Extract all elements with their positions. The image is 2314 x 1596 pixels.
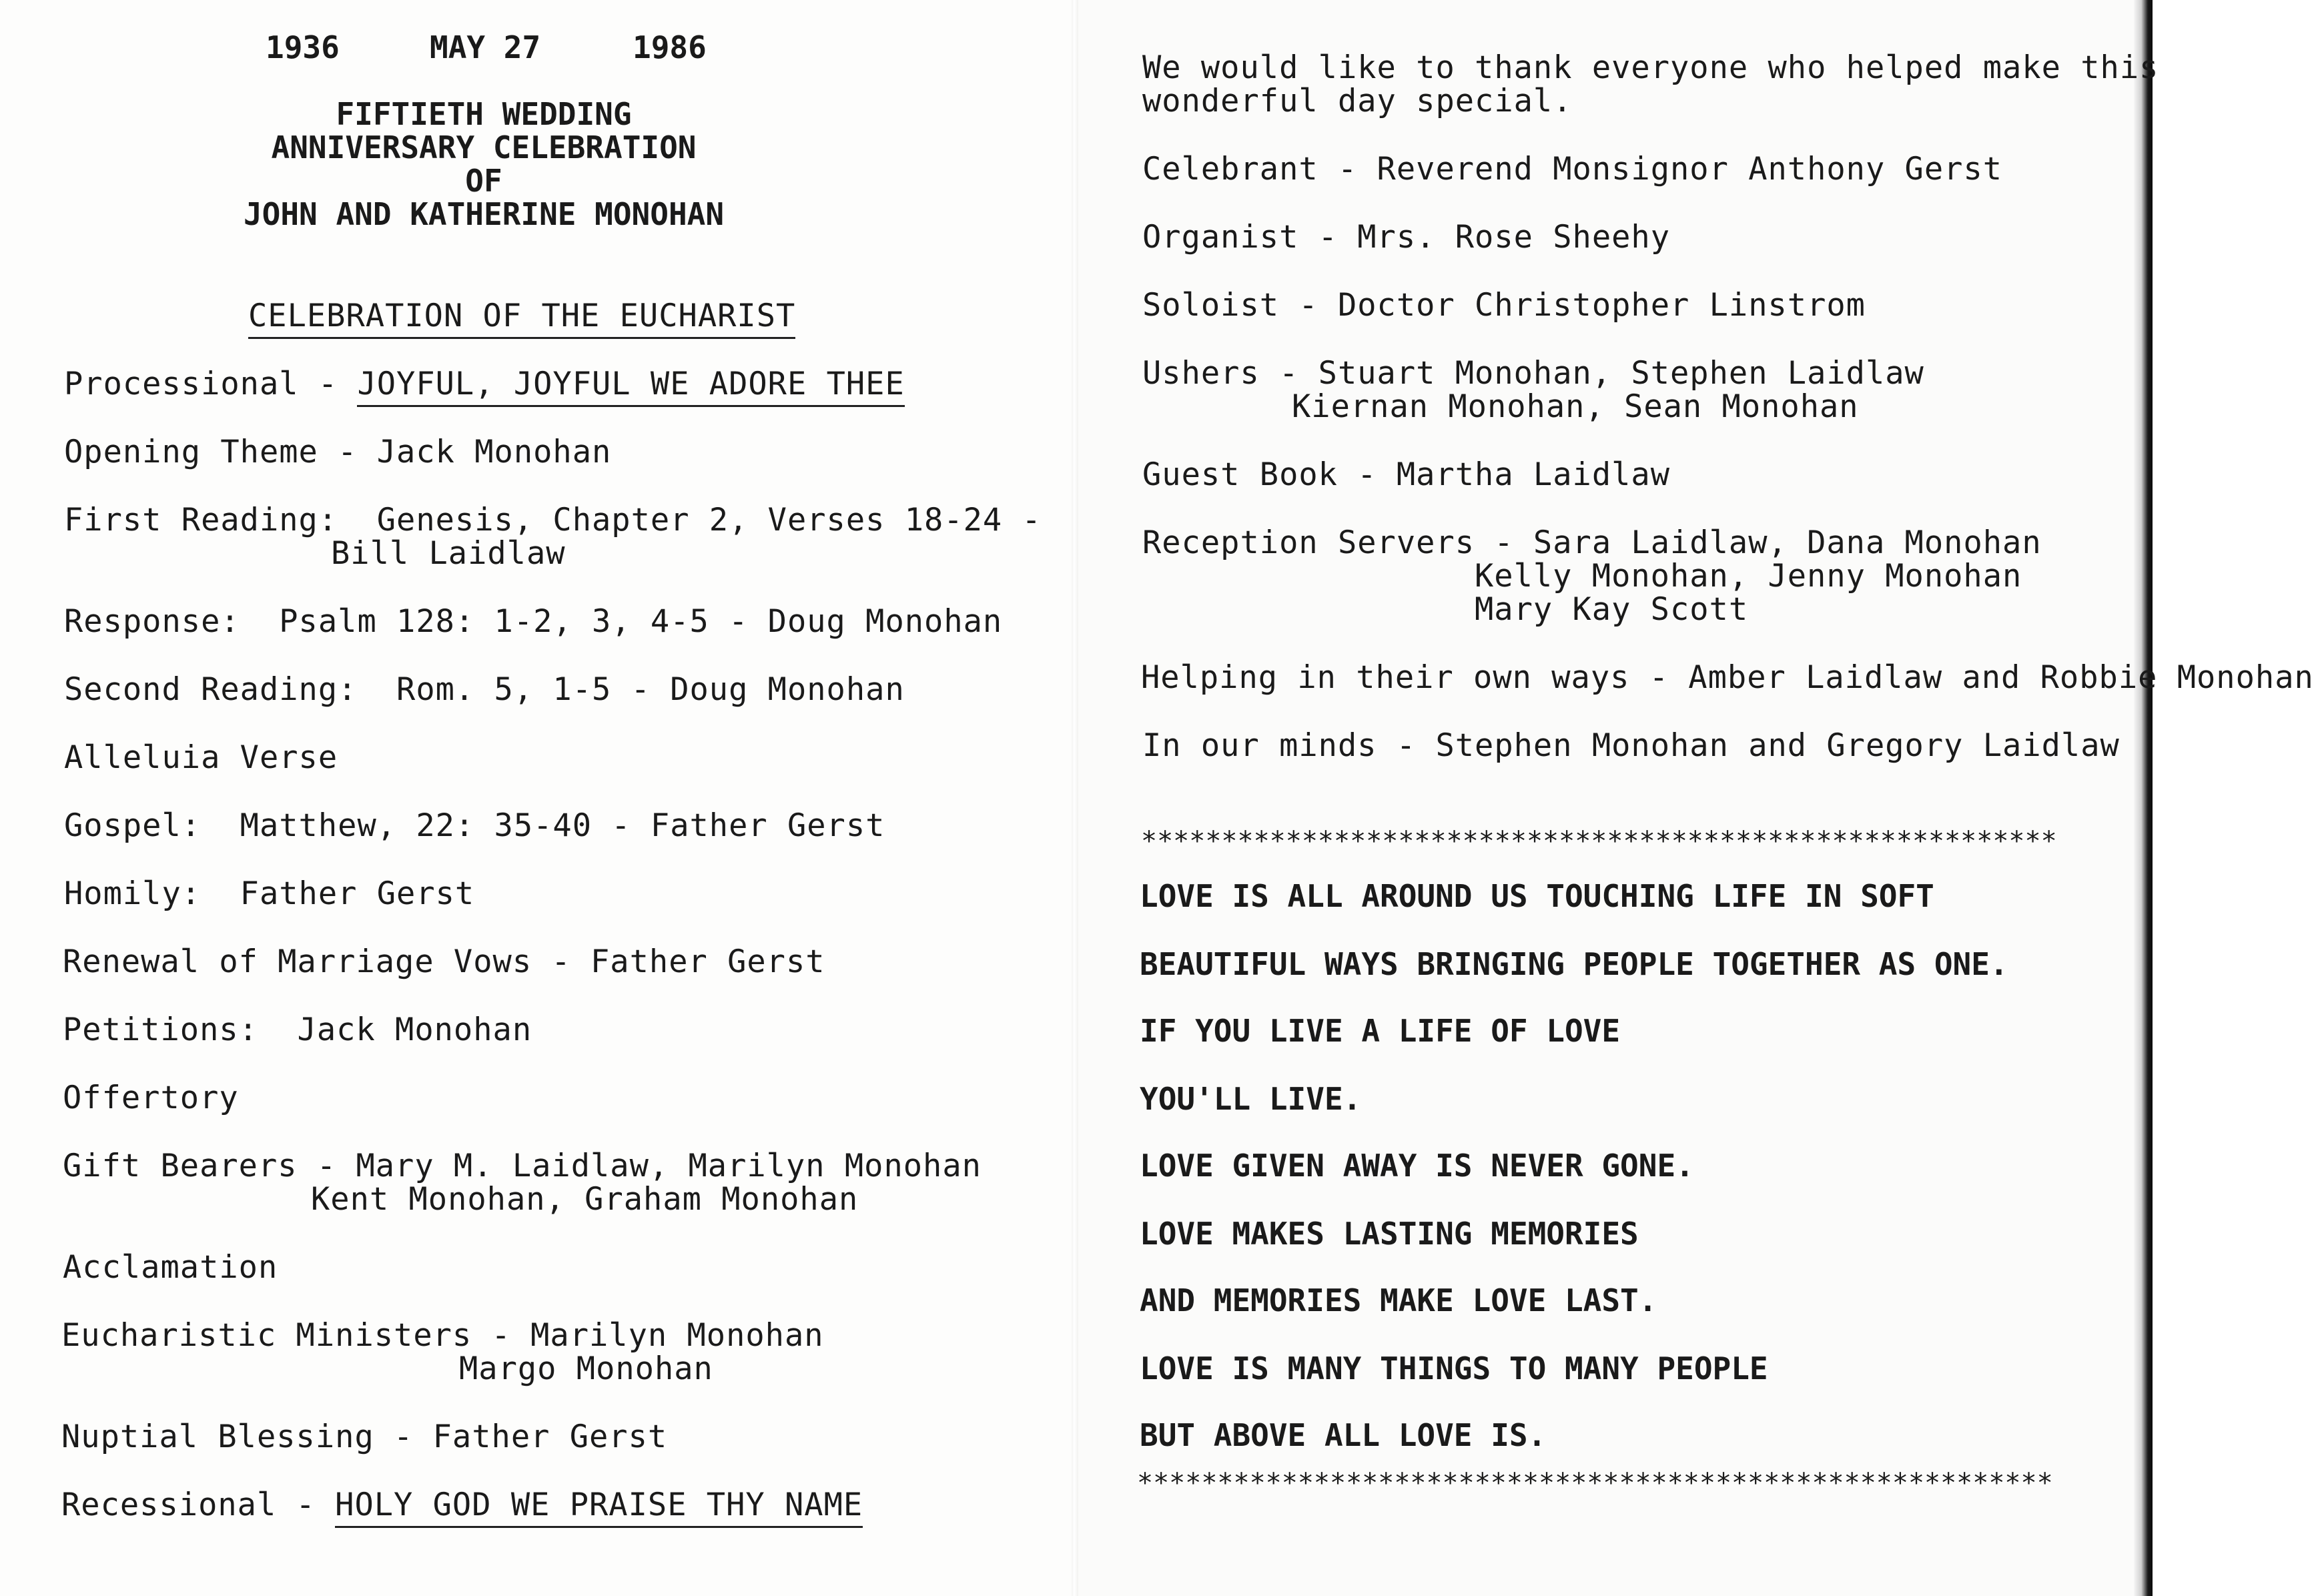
asterisk-divider-bottom: *********************************************************	[1137, 1468, 2053, 1499]
recessional-line	[61, 1487, 863, 1523]
first-reading-line-1: First Reading: Genesis, Chapter 2, Verses 18-24 -	[64, 502, 1042, 538]
eucharistic-ministers-line-1: Eucharistic Ministers - Marilyn Monohan	[61, 1317, 824, 1354]
title-line-2: ANNIVERSARY CELEBRATION	[271, 129, 697, 165]
soloist: Soloist - Doctor Christopher Linstrom	[1142, 287, 1866, 324]
gift-bearers-line-2: Kent Monohan, Graham Monohan	[311, 1181, 859, 1218]
eucharistic-ministers-line-2: Margo Monohan	[459, 1350, 713, 1387]
anniversary-date: MAY 27	[430, 29, 541, 65]
section-title-text: CELEBRATION OF THE EUCHARIST	[248, 298, 795, 339]
title-line-1: FIFTIETH WEDDING	[336, 96, 632, 132]
offertory: Offertory	[63, 1080, 239, 1116]
gift-bearers-line-1: Gift Bearers - Mary M. Laidlaw, Marilyn Monohan	[63, 1148, 982, 1184]
recessional-hymn: HOLY GOD WE PRAISE THY NAME	[335, 1487, 863, 1528]
reception-servers-line-1: Reception Servers - Sara Laidlaw, Dana Monohan	[1142, 524, 2042, 561]
opening-theme: Opening Theme - Jack Monohan	[64, 434, 612, 470]
recessional-label: Recessional -	[61, 1487, 336, 1523]
acclamation: Acclamation	[63, 1249, 278, 1286]
celebrant: Celebrant - Reverend Monsignor Anthony Gerst	[1142, 151, 2003, 187]
year-start: 1936	[266, 29, 340, 65]
section-title	[248, 298, 795, 334]
ushers-line-1: Ushers - Stuart Monohan, Stephen Laidlaw	[1142, 355, 1924, 392]
poem-line-9: BUT ABOVE ALL LOVE IS.	[1140, 1417, 1547, 1453]
petitions: Petitions: Jack Monohan	[63, 1012, 532, 1048]
gospel: Gospel: Matthew, 22: 35-40 - Father Gerst	[64, 807, 885, 844]
poem-line-3: IF YOU LIVE A LIFE OF LOVE	[1140, 1013, 1621, 1049]
helping-in-their-own-ways: Helping in their own ways - Amber Laidlaw and Robbie Monohan	[1141, 659, 2314, 696]
renewal-of-vows: Renewal of Marriage Vows - Father Gerst	[63, 943, 825, 980]
reception-servers-line-2: Kelly Monohan, Jenny Monohan	[1475, 558, 2022, 594]
response: Response: Psalm 128: 1-2, 3, 4-5 - Doug Monohan	[64, 603, 1003, 640]
processional-line	[64, 366, 905, 402]
ushers-line-2: Kiernan Monohan, Sean Monohan	[1292, 388, 1859, 425]
reception-servers-line-3: Mary Kay Scott	[1475, 591, 1749, 628]
poem-line-7: AND MEMORIES MAKE LOVE LAST.	[1140, 1282, 1657, 1318]
poem-line-6: LOVE MAKES LASTING MEMORIES	[1140, 1216, 1639, 1252]
poem-line-4: YOU'LL LIVE.	[1140, 1081, 1362, 1117]
processional-hymn: JOYFUL, JOYFUL WE ADORE THEE	[357, 366, 904, 407]
in-our-minds: In our minds - Stephen Monohan and Gregory Laidlaw	[1142, 727, 2120, 764]
year-end: 1986	[633, 29, 707, 65]
poem-line-2: BEAUTIFUL WAYS BRINGING PEOPLE TOGETHER AS ONE.	[1140, 946, 2008, 982]
page-fold	[1072, 0, 1078, 1596]
second-reading: Second Reading: Rom. 5, 1-5 - Doug Monohan	[64, 671, 905, 708]
poem-line-1: LOVE IS ALL AROUND US TOUCHING LIFE IN SOFT	[1140, 878, 1934, 914]
guest-book: Guest Book - Martha Laidlaw	[1142, 456, 1671, 493]
alleluia-verse: Alleluia Verse	[64, 739, 338, 776]
thanks-intro-line-2: wonderful day special.	[1142, 83, 1573, 119]
first-reading-line-2: Bill Laidlaw	[331, 535, 566, 572]
processional-label: Processional -	[64, 366, 358, 402]
homily: Homily: Father Gerst	[64, 875, 475, 912]
organist: Organist - Mrs. Rose Sheehy	[1142, 219, 1671, 256]
title-line-4: JOHN AND KATHERINE MONOHAN	[243, 196, 725, 232]
title-line-3: OF	[465, 163, 502, 199]
asterisk-divider-top: *********************************************************	[1141, 826, 2057, 857]
thanks-intro-line-1: We would like to thank everyone who helped make this	[1142, 49, 2159, 86]
nuptial-blessing: Nuptial Blessing - Father Gerst	[61, 1419, 668, 1455]
poem-line-5: LOVE GIVEN AWAY IS NEVER GONE.	[1140, 1148, 1694, 1184]
scan-edge-shadow	[2134, 0, 2153, 1596]
poem-line-8: LOVE IS MANY THINGS TO MANY PEOPLE	[1140, 1350, 1768, 1386]
